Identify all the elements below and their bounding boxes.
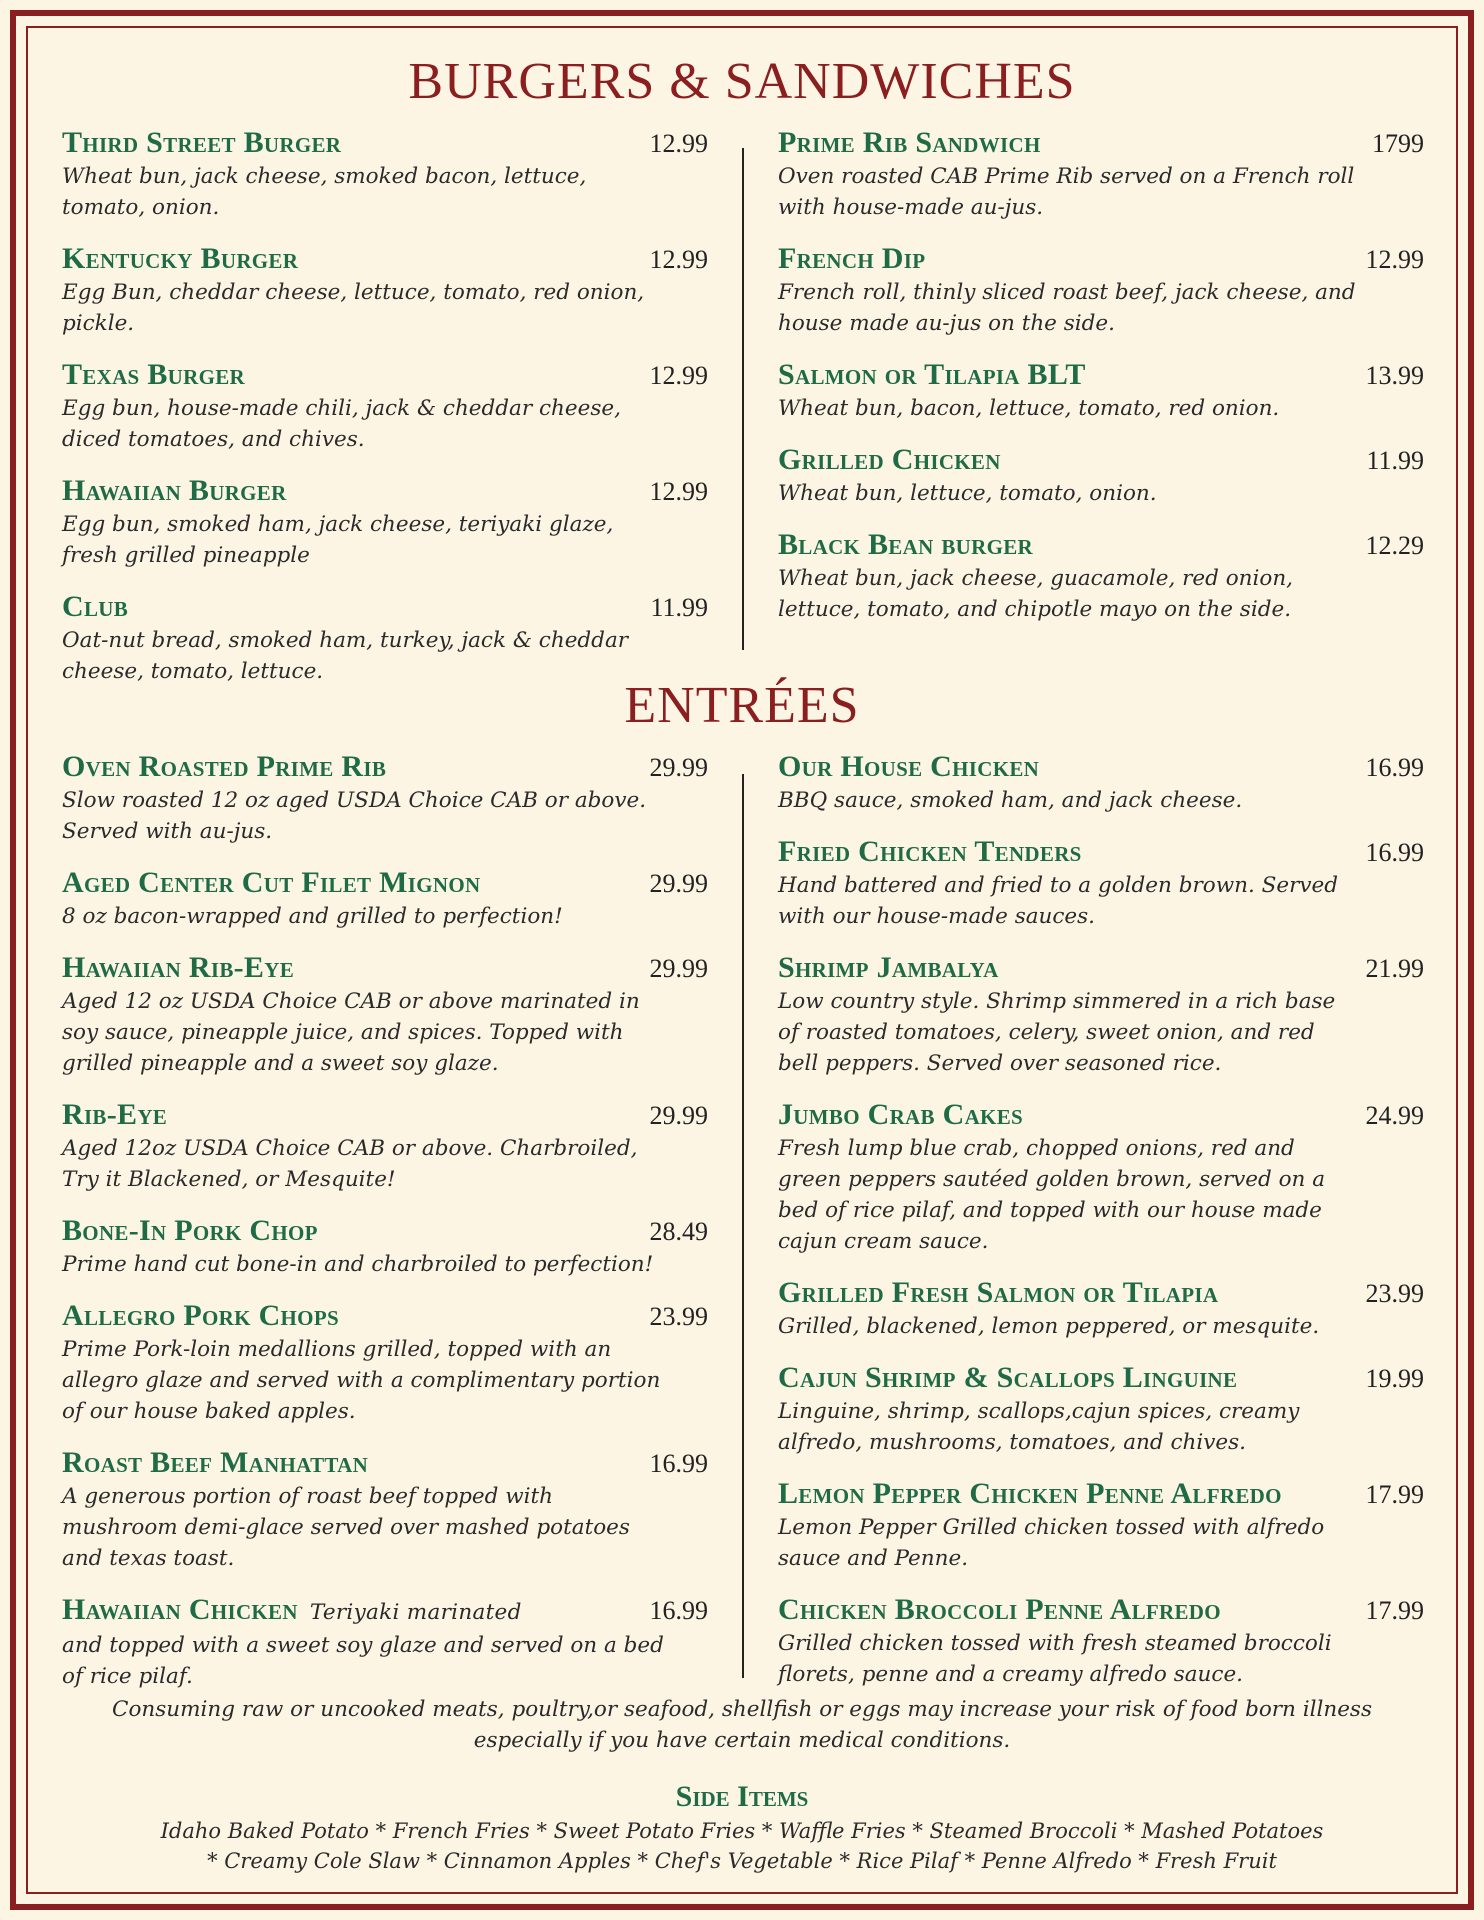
burgers-right-column xyxy=(778,126,1424,644)
menu-item xyxy=(62,126,708,223)
menu-item-price: 12.29 xyxy=(1365,531,1424,560)
menu-item xyxy=(778,750,1424,816)
menu-item-name-text: Salmon or Tilapia BLT xyxy=(778,358,1086,391)
menu-item-header xyxy=(62,590,708,625)
menu-item-name xyxy=(778,126,1041,160)
menu-item-header xyxy=(778,1593,1424,1628)
menu-item-header xyxy=(62,866,708,901)
menu-item-name-text: Oven Roasted Prime Rib xyxy=(62,750,387,783)
menu-item-header xyxy=(778,1477,1424,1512)
menu-item-description: French roll, thinly sliced roast beef, jack cheese, and house made au-jus on the side. xyxy=(778,280,1356,336)
menu-item-price: 23.99 xyxy=(1365,1279,1424,1308)
menu-item-header xyxy=(778,528,1424,563)
menu-item-name xyxy=(62,1214,318,1248)
menu-item-name xyxy=(62,474,287,508)
menu-item-header xyxy=(62,1214,708,1249)
menu-item-header xyxy=(62,1593,708,1630)
menu-item xyxy=(778,835,1424,932)
menu-item-price: 29.99 xyxy=(649,954,708,983)
menu-item-description: Grilled, blackened, lemon peppered, or mesquite. xyxy=(778,1314,1320,1339)
menu-item-description: Wheat bun, bacon, lettuce, tomato, red onion. xyxy=(778,396,1280,421)
menu-item-name-text: Rib-Eye xyxy=(62,1098,168,1131)
entrees-left-column xyxy=(62,750,708,1711)
menu-item xyxy=(62,1593,708,1692)
menu-item xyxy=(62,1446,708,1574)
column-divider xyxy=(742,774,744,1678)
menu-item-price: 21.99 xyxy=(1365,954,1424,983)
menu-item-name-text: Club xyxy=(62,590,129,623)
menu-item-name-text: Allegro Pork Chops xyxy=(62,1299,339,1332)
menu-item-price: 16.99 xyxy=(649,1596,708,1625)
menu-item-name xyxy=(62,1593,522,1630)
menu-item-description: Aged 12 oz USDA Choice CAB or above marinated in soy sauce, pineapple juice, and spices. Topped with grilled pineapple and a sweet soy glaze. xyxy=(62,989,640,1076)
menu-item-header xyxy=(778,750,1424,785)
menu-item-name xyxy=(62,590,128,624)
menu-item xyxy=(778,1098,1424,1257)
menu-item-description: Wheat bun, jack cheese, smoked bacon, lettuce, tomato, onion. xyxy=(62,164,587,220)
menu-item-description: Wheat bun, jack cheese, guacamole, red onion, lettuce, tomato, and chipotle mayo on the side. xyxy=(778,566,1294,622)
menu-item-description: Fresh lump blue crab, chopped onions, red and green peppers sautéed golden brown, served on a bed of rice pilaf, and topped with our house made cajun cream sauce. xyxy=(778,1136,1326,1254)
menu-item-price: 16.99 xyxy=(649,1449,708,1478)
menu-item xyxy=(778,1477,1424,1574)
menu-item-name-text: Grilled Fresh Salmon or Tilapia xyxy=(778,1276,1219,1309)
menu-item-name-text: Cajun Shrimp & Scallops Linguine xyxy=(778,1361,1238,1394)
menu-item-price: 23.99 xyxy=(649,1302,708,1331)
menu-item-header xyxy=(62,951,708,986)
menu-item-header xyxy=(778,951,1424,986)
menu-item-name-text: Lemon Pepper Chicken Penne Alfredo xyxy=(778,1477,1282,1510)
menu-item-header xyxy=(778,242,1424,277)
menu-item-name-text: Our House Chicken xyxy=(778,750,1040,783)
menu-item-name-text: Hawaiian Chicken xyxy=(62,1593,298,1626)
menu-item-name xyxy=(778,242,925,276)
menu-item-price: 29.99 xyxy=(649,1101,708,1130)
menu-item-header xyxy=(778,443,1424,478)
menu-item xyxy=(778,1593,1424,1690)
menu-item xyxy=(62,866,708,932)
menu-item-name xyxy=(62,750,386,784)
menu-item xyxy=(778,242,1424,339)
menu-item-name xyxy=(62,951,294,985)
menu-item xyxy=(778,126,1424,223)
menu-item xyxy=(62,1299,708,1427)
menu-item-price: 11.99 xyxy=(1366,446,1424,475)
menu-item-name-text: Third Street Burger xyxy=(62,126,342,159)
menu-item xyxy=(62,750,708,847)
menu-item xyxy=(778,1276,1424,1342)
menu-item-name xyxy=(62,126,341,160)
menu-item-price: 11.99 xyxy=(650,593,708,622)
menu-item xyxy=(778,528,1424,625)
menu-item-name xyxy=(62,242,298,276)
menu-item-name xyxy=(62,1446,368,1480)
food-safety-disclaimer: Consuming raw or uncooked meats, poultry,or seafood, shellfish or eggs may increase your risk of food born illness especially if you have certain medical conditions. xyxy=(112,1697,1372,1753)
menu-item-description: Egg Bun, cheddar cheese, lettuce, tomato, red onion, pickle. xyxy=(62,280,645,336)
menu-item-name-text: Bone-In Pork Chop xyxy=(62,1214,318,1247)
menu-item-price: 12.99 xyxy=(649,361,708,390)
menu-item-description: Oat-nut bread, smoked ham, turkey, jack & cheddar cheese, tomato, lettuce. xyxy=(62,628,629,684)
menu-item xyxy=(778,443,1424,509)
menu-item-price: 12.99 xyxy=(649,477,708,506)
menu-item-price: 17.99 xyxy=(1365,1596,1424,1625)
menu-item-description: Prime Pork-loin medallions grilled, topped with an allegro glaze and served with a complimentary portion of our house baked apples. xyxy=(62,1337,661,1424)
menu-item-price: 28.49 xyxy=(649,1217,708,1246)
menu-item-header xyxy=(62,358,708,393)
menu-item-header xyxy=(778,1361,1424,1396)
menu-item-header xyxy=(778,358,1424,393)
menu-item-description: Low country style. Shrimp simmered in a rich base of roasted tomatoes, celery, sweet onion, and red bell peppers. Served over seasoned rice. xyxy=(778,989,1336,1076)
menu-item-header xyxy=(778,126,1424,161)
menu-item-name xyxy=(62,866,480,900)
column-divider xyxy=(742,148,744,650)
menu-item-price: 12.99 xyxy=(1365,245,1424,274)
menu-item-name-text: Prime Rib Sandwich xyxy=(778,126,1041,159)
menu-item-name-text: Hawaiian Rib-Eye xyxy=(62,951,295,984)
menu-item xyxy=(62,1214,708,1280)
menu-item-price: 12.99 xyxy=(649,129,708,158)
burgers-left-column xyxy=(62,126,708,706)
menu-item-description: Lemon Pepper Grilled chicken tossed with alfredo sauce and Penne. xyxy=(778,1515,1325,1571)
menu-item-name-text: Jumbo Crab Cakes xyxy=(778,1098,1023,1131)
menu-item-description: Prime hand cut bone-in and charbroiled to perfection! xyxy=(62,1252,654,1277)
menu-item-name-text: Shrimp Jambalya xyxy=(778,951,999,984)
menu-item-price: 13.99 xyxy=(1365,361,1424,390)
menu-item-header xyxy=(62,242,708,277)
menu-item-description: A generous portion of roast beef topped with mushroom demi-glace served over mashed potatoes and texas toast. xyxy=(62,1484,630,1571)
menu-item-header xyxy=(62,1446,708,1481)
menu-item-name xyxy=(778,358,1086,392)
menu-item-price: 12.99 xyxy=(649,245,708,274)
menu-item-name-text: Black Bean burger xyxy=(778,528,1033,561)
menu-item-name xyxy=(778,528,1033,562)
menu-item xyxy=(778,358,1424,424)
menu-item-name xyxy=(778,443,1001,477)
menu-item-description: Grilled chicken tossed with fresh steamed broccoli florets, penne and a creamy alfredo sauce. xyxy=(778,1631,1332,1687)
menu-item-description: BBQ sauce, smoked ham, and jack cheese. xyxy=(778,788,1243,813)
menu-item-price: 1799 xyxy=(1372,129,1424,158)
menu-item-description: Hand battered and fried to a golden brown. Served with our house-made sauces. xyxy=(778,873,1338,929)
menu-item-name xyxy=(62,358,245,392)
menu-item-name-text: Hawaiian Burger xyxy=(62,474,287,507)
menu-item-description: Wheat bun, lettuce, tomato, onion. xyxy=(778,481,1157,506)
menu-item-name xyxy=(778,835,1082,869)
menu-item-name-text: Fried Chicken Tenders xyxy=(778,835,1082,868)
menu-item-header xyxy=(62,1299,708,1334)
menu-item xyxy=(62,590,708,687)
menu-item-price: 19.99 xyxy=(1365,1364,1424,1393)
menu-item xyxy=(778,951,1424,1079)
menu-item-price: 29.99 xyxy=(649,753,708,782)
menu-item-price: 16.99 xyxy=(1365,753,1424,782)
menu-item-price: 24.99 xyxy=(1365,1101,1424,1130)
menu-item-header xyxy=(778,835,1424,870)
menu-item-inline-description: Teriyaki marinated xyxy=(309,1600,522,1625)
menu-item-name xyxy=(778,1098,1023,1132)
menu-item-header xyxy=(62,1098,708,1133)
side-items-line: Idaho Baked Potato * French Fries * Sweet Potato Fries * Waffle Fries * Steamed Broccoli * Mashed Potatoes xyxy=(160,1819,1324,1843)
menu-item-description: Linguine, shrimp, scallops,cajun spices, creamy alfredo, mushrooms, tomatoes, and chives. xyxy=(778,1399,1300,1455)
menu-item-name-text: Grilled Chicken xyxy=(778,443,1001,476)
menu-item-header xyxy=(62,750,708,785)
menu-item-description: Egg bun, house-made chili, jack & cheddar cheese, diced tomatoes, and chives. xyxy=(62,396,621,452)
menu-item-header xyxy=(778,1098,1424,1133)
menu-item-name xyxy=(778,1361,1237,1395)
menu-item-name xyxy=(778,750,1039,784)
menu-item-name-text: Aged Center Cut Filet Mignon xyxy=(62,866,481,899)
menu-item-description: Egg bun, smoked ham, jack cheese, teriyaki glaze, fresh grilled pineapple xyxy=(62,512,614,568)
entrees-section-title: ENTRÉES xyxy=(624,677,860,734)
menu-item-name-text: Roast Beef Manhattan xyxy=(62,1446,369,1479)
menu-item-name xyxy=(62,1098,167,1132)
menu-item-price: 29.99 xyxy=(649,869,708,898)
menu-item xyxy=(62,951,708,1079)
menu-item-header xyxy=(778,1276,1424,1311)
menu-item-header xyxy=(62,126,708,161)
menu-item-price: 16.99 xyxy=(1365,838,1424,867)
menu-item-name-text: French Dip xyxy=(778,242,926,275)
menu-item xyxy=(62,1098,708,1195)
menu-item xyxy=(62,242,708,339)
side-items-line: * Creamy Cole Slaw * Cinnamon Apples * Chef's Vegetable * Rice Pilaf * Penne Alfredo * Fresh Fruit xyxy=(207,1849,1277,1873)
menu-item xyxy=(778,1361,1424,1458)
entrees-right-column xyxy=(778,750,1424,1709)
menu-item-price: 17.99 xyxy=(1365,1480,1424,1509)
menu-item-name-text: Chicken Broccoli Penne Alfredo xyxy=(778,1593,1221,1626)
menu-item-description: Oven roasted CAB Prime Rib served on a French roll with house-made au-jus. xyxy=(778,164,1355,220)
menu-item xyxy=(62,474,708,571)
burgers-section-title: BURGERS & SANDWICHES xyxy=(408,53,1076,110)
menu-item xyxy=(62,358,708,455)
menu-item-name xyxy=(778,1477,1282,1511)
menu-item-name xyxy=(778,1593,1221,1627)
menu-item-description: Slow roasted 12 oz aged USDA Choice CAB or above. Served with au-jus. xyxy=(62,788,647,844)
menu-item-description: 8 oz bacon-wrapped and grilled to perfection! xyxy=(62,904,563,929)
menu-item-description: and topped with a sweet soy glaze and served on a bed of rice pilaf. xyxy=(62,1633,664,1689)
menu-item-description: Aged 12oz USDA Choice CAB or above. Charbroiled, Try it Blackened, or Mesquite! xyxy=(62,1136,638,1192)
menu-item-name xyxy=(778,1276,1218,1310)
menu-item-name xyxy=(778,951,999,985)
menu-item-name xyxy=(62,1299,339,1333)
menu-item-name-text: Kentucky Burger xyxy=(62,242,299,275)
side-items-title: Side Items xyxy=(675,1780,809,1813)
menu-item-header xyxy=(62,474,708,509)
menu-item-name-text: Texas Burger xyxy=(62,358,245,391)
